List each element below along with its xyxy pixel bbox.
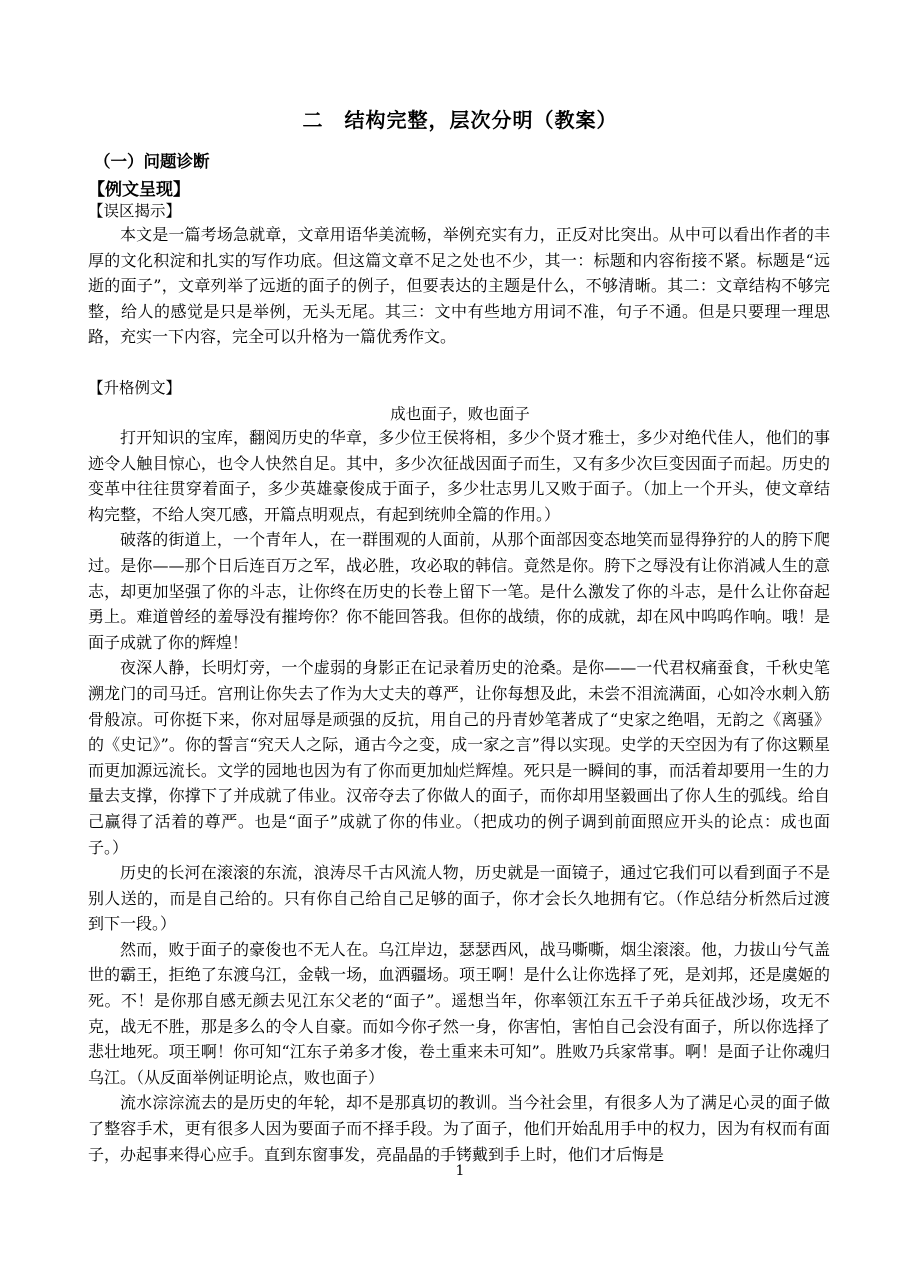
error-label: 【误区揭示】 [88,202,182,220]
essay-paragraph: 打开知识的宝库，翻阅历史的华章，多少位王侯将相，多少个贤才雅士，多少对绝代佳人，他们的事迹令人触目惊心，也令人快然自足。其中，多少次征战因面子而生，又有多少次巨变因面子而起。历史的变革中往往贯穿着面子，多少英雄豪俊成于面子，多少壮志男儿又败于面子。（加上一个开头，使文章结构完整，不给人突兀感，开篇点明观点，有起到统帅全篇的作用。） [88,428,830,524]
document-title: 二 结构完整，层次分明（教案） [302,108,618,132]
section-heading: （一）问题诊断 [94,152,210,171]
analysis-paragraph: 本文是一篇考场急就章，文章用语华美流畅，举例充实有力，正反对比突出。从中可以看出作者的丰厚的文化积淀和扎实的写作功底。但这篇文章不足之处也不少，其一：标题和内容衔接不紧。标题是“远逝的面子”，文章列举了远逝的面子的例子，但要表达的主题是什么，不够清晰。其二：文章结构不够完整，给人的感觉是只是举例，无头无尾。其三：文中有些地方用词不准，句子不通。但是只要理一理思路，充实一下内容，完全可以升格为一篇优秀作文。 [88,225,830,347]
page-number: 1 [455,1163,465,1179]
essay-paragraph: 破落的街道上，一个青年人，在一群围观的人面前，从那个面部因变态地笑而显得狰狞的人的胯下爬过。是你——那个日后连百万之军，战必胜，攻必取的韩信。竟然是你。胯下之辱没有让你消减人生的意志，却更加坚强了你的斗志，让你终在历史的长卷上留下一笔。是什么激发了你的斗志，是什么让你奋起勇上。难道曾经的羞辱没有摧垮你？你不能回答我。但你的战绩，你的成就，却在风中呜呜作响。哦！是面子成就了你的辉煌！ [88,530,830,652]
essay-body [88,425,830,1167]
analysis-block [88,222,830,350]
essay-paragraph: 历史的长河在滚滚的东流，浪涛尽千古风流人物，历史就是一面镜子，通过它我们可以看到面子不是别人送的，而是自己给的。只有你自己给自己足够的面子，你才会长久地拥有它。（作总结分析然后过渡到下一段。） [88,863,830,934]
upgrade-label: 【升格例文】 [88,379,182,397]
essay-paragraph: 流水淙淙流去的是历史的年轮，却不是那真切的教训。当今社会里，有很多人为了满足心灵的面子做了整容手术，更有很多人因为要面子而不择手段。为了面子，他们开始乱用手中的权力，因为有权而有面子，办起事来得心应手。直到东窗事发，亮晶晶的手铐戴到手上时，他们才后悔是 [88,1093,830,1164]
essay-paragraph: 然而，败于面子的豪俊也不无人在。乌江岸边，瑟瑟西风，战马嘶嘶，烟尘滚滚。他，力拔山兮气盖世的霸王，拒绝了东渡乌江，金戟一场，血洒疆场。项王啊！是什么让你选择了死，是刘邦，还是虞姬的死。不！是你那自感无颜去见江东父老的“面子”。遥想当年，你率领江东五千子弟兵征战沙场，攻无不克，战无不胜，那是多么的令人自豪。而如今你孑然一身，你害怕，害怕自己会没有面子，所以你选择了悲壮地死。项王啊！你可知“江东子弟多才俊，卷土重来未可知”。胜败乃兵家常事。啊！是面子让你魂归乌江。（从反面举例证明论点，败也面子） [88,939,830,1087]
essay-paragraph: 夜深人静，长明灯旁，一个虚弱的身影正在记录着历史的沧桑。是你——一代君权痛蚕食，千秋史笔溯龙门的司马迁。宫刑让你失去了作为大丈夫的尊严，让你每想及此，未尝不泪流满面，心如冷水刺入筋骨般凉。可你挺下来，你对屈辱是顽强的反抗，用自己的丹青妙笔著成了“史家之绝唱，无韵之《离骚》的《史记》”。你的誓言“究天人之际，通古今之变，成一家之言”得以实现。史学的天空因为有了你这颗星而更加源远流长。文学的园地也因为有了你而更加灿烂辉煌。死只是一瞬间的事，而活着却要用一生的力量去支撑，你撑下了并成就了伟业。汉帝夺去了你做人的面子，而你却用坚毅画出了你人生的弧线。给自己赢得了活着的尊严。也是“面子”成就了你的伟业。（把成功的例子调到前面照应开头的论点：成也面子。） [88,658,830,857]
example-heading: 【例文呈现】 [88,180,190,200]
essay-title: 成也面子，败也面子 [390,405,530,423]
